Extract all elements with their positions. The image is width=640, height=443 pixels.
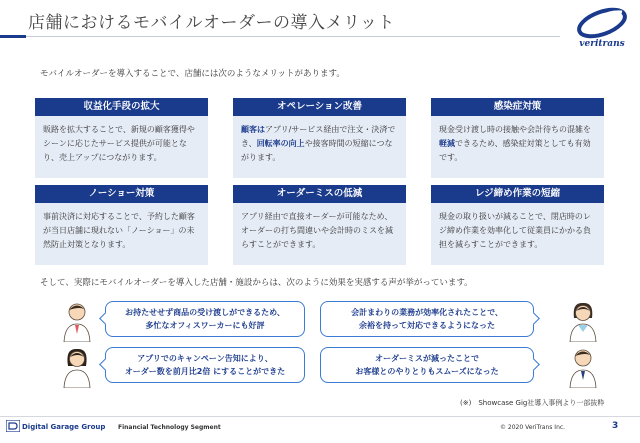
card-order-miss [233, 185, 406, 265]
highlight-text: 軽減 [439, 139, 455, 148]
woman-avatar-icon [568, 300, 598, 342]
card-register [431, 185, 604, 265]
voice-line: お持たせせず商品の受け渡しができるため、 [125, 308, 285, 317]
footer-segment: Financial Technology Segment [118, 424, 221, 431]
title-accent-bar [0, 35, 26, 38]
card-heading: レジ締め作業の短縮 [431, 185, 604, 203]
voice-line: アプリでのキャンペーン告知により、 [137, 354, 273, 363]
card-infection [431, 98, 604, 178]
card-operation [233, 98, 406, 178]
card-heading: オペレーション改善 [233, 98, 406, 116]
card-noshow [35, 185, 208, 265]
card-body: 事前決済に対応することで、予約した顧客が当日店舗に現れない「ノーショー」の未然防止対策となります。 [43, 212, 195, 249]
footer-company: Digital Garage Group [22, 423, 106, 431]
body-text: や接客時間の短縮につながります。 [241, 139, 393, 162]
voices-intro-text: そして、実際にモバイルオーダーを導入した店舗・施設からは、次のように効果を実感する声が挙がっています。 [40, 278, 473, 288]
footer-copyright: © 2020 VeriTrans Inc. [500, 424, 566, 431]
woman-avatar-icon [62, 346, 92, 388]
card-body [233, 116, 406, 172]
body-text: 現金受け渡し時の接触や会計待ちの混雑を [439, 125, 591, 134]
voice-line: オーダーミスが減ったことで [375, 354, 479, 363]
card-body: 販路を拡大することで、新規の顧客獲得やシーンに応じたサービス提供が可能となり、売上アップにつながります。 [43, 125, 195, 162]
source-note: (※) Showcase Gig社導入事例より一部抜粋 [460, 399, 605, 407]
body-text: アプリ/サービス経由で注文・決済でき、 [241, 125, 396, 148]
voice-line: 余裕を持って対応できるようになった [359, 321, 495, 330]
card-heading: 感染症対策 [431, 98, 604, 116]
card-body: 現金の取り扱いが減ることで、閉店時のレジ締め作業を効率化して従業員にかかる負担を減らすことができます。 [439, 212, 591, 249]
voice-line: 多忙なオフィスワーカーにも好評 [145, 321, 265, 330]
highlight-text: 顧客は [241, 125, 265, 134]
man-avatar-icon [568, 346, 598, 388]
card-body [431, 116, 604, 172]
title-underline [26, 36, 560, 37]
card-heading: ノーショー対策 [35, 185, 208, 203]
voice-bubble [105, 301, 305, 337]
footer-divider [0, 416, 640, 417]
card-body: アプリ経由で直接オーダーが可能なため、オーダーの打ち間違いや会計時のミスを減らすことができます。 [241, 212, 393, 249]
body-text: できるため、感染症対策としても有効です。 [439, 139, 591, 162]
man-avatar-icon [62, 300, 92, 342]
highlight-text: 回転率の向上 [256, 139, 305, 148]
voice-line: お客様とのやりとりもスムーズになった [355, 367, 499, 376]
card-revenue [35, 98, 208, 178]
veritrans-logo [572, 6, 632, 54]
logo-swoosh-icon [572, 6, 632, 40]
logo-text: veritrans [579, 39, 625, 49]
voice-line: オーダー数を前月比2倍 にすることができた [124, 367, 286, 376]
page-title: 店舗におけるモバイルオーダーの導入メリット [28, 13, 395, 33]
card-heading: 収益化手段の拡大 [35, 98, 208, 116]
voice-bubble [105, 347, 305, 383]
page-number: 3 [612, 421, 619, 431]
voice-line: 会計まわりの業務が効率化されたことで、 [351, 308, 503, 317]
card-heading: オーダーミスの低減 [233, 185, 406, 203]
voice-bubble [320, 301, 534, 337]
voice-bubble [320, 347, 534, 383]
dg-logo-icon [6, 420, 20, 432]
intro-text: モバイルオーダーを導入することで、店舗には次のようなメリットがあります。 [40, 69, 345, 79]
